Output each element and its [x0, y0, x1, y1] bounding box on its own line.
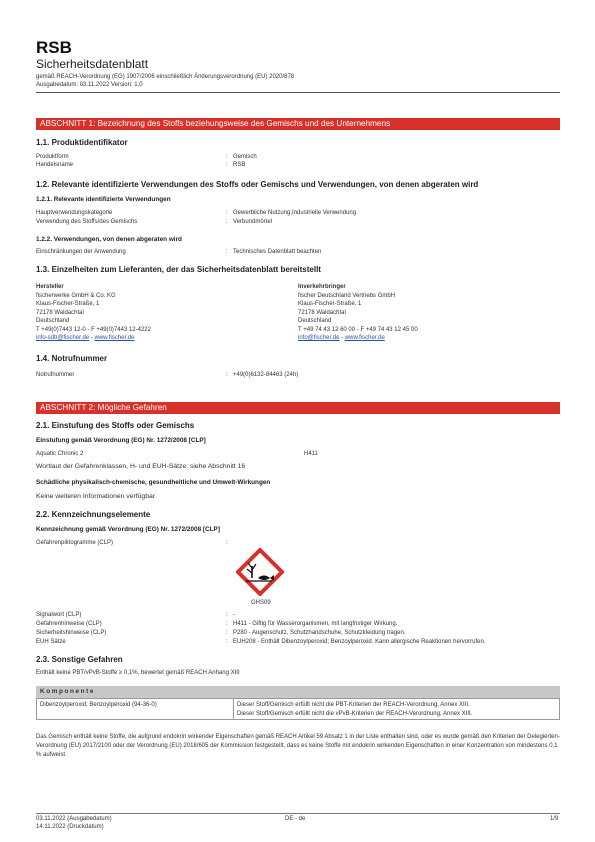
section-2-bar: ABSCHNITT 2: Mögliche Gefahren	[36, 402, 560, 414]
row-value: -	[233, 612, 235, 618]
component-vpvb: Dieser Stoff/Gemisch erfüllt nicht die vPvB-Kriterien der REACH-Verordnung, Annex XIII.	[237, 711, 473, 717]
pictogram-code: GHS09	[251, 600, 271, 606]
manufacturer-line: Deutschland	[36, 318, 70, 324]
heading-2-2: 2.2. Kennzeichnungselemente	[36, 510, 151, 519]
manufacturer-web-link[interactable]: www.fischer.de	[94, 335, 135, 341]
row-label: Verwendung des Stoffs/des Gemischs	[36, 219, 138, 225]
importer-block: Inverkehrbringer fischer Deutschland Vertriebs GmbH Klaus-Fischer-Straße, 1 72178 Waldachtal Deutschland T +49 74 43 12 60 00 - F +49 74 43 12 45 00 info@fischer.de - www.fischer.de	[298, 284, 418, 341]
row-label: Gefahrenhinweise (CLP)	[36, 621, 102, 627]
component-name: Dibenzoylperoxid; Benzoylperoxid (94-36-0)	[40, 702, 157, 708]
importer-line: 72178 Waldachtal	[298, 309, 346, 316]
full-text-note: Wortlaut der Gefahrenklassen, H- und EUH-Sätze: siehe Abschnitt 16	[36, 463, 246, 470]
classification-name: Aquatic Chronic 2	[36, 451, 84, 457]
footer-divider	[36, 813, 560, 814]
row-label: Handelsname	[36, 162, 74, 168]
manufacturer-line: 72178 Waldachtal	[36, 309, 84, 316]
importer-line: Deutschland	[298, 318, 332, 324]
endocrine-text: Das Gemisch enthält keine Stoffe, die aufgrund endokrin wirkender Eigenschaften gemäß REACH Artikel 59 Absatz 1 in der Liste enthalten sind, oder es wurde gemäß den Kriterien der Delegierten-Verordnung (EU) 2017/2100 oder der Verordnung (EU) 2018/605 der Kommission festgestellt, dass es keine Stoffe mit endokrin wirkenden Eigenschaften in einer Konzentration von mindestens 0,1 % aufweist.	[36, 734, 560, 758]
row-label: Hauptverwendungskategorie	[36, 210, 113, 216]
header-divider	[36, 92, 560, 93]
ghs09-environment-icon	[236, 548, 284, 596]
row-label: Produktform	[36, 154, 69, 160]
row-value: Gemisch	[233, 154, 257, 160]
row-value: +49(0)6132-84463 (24h)	[233, 372, 299, 378]
clp-label-heading: Kennzeichnung gemäß Verordnung (EG) Nr. 1272/2008 [CLP]	[36, 526, 220, 533]
row-value: Gewerbliche Nutzung,Industrielle Verwendung	[233, 210, 357, 216]
row-value: Technisches Datenblatt beachten	[233, 249, 322, 255]
row-label: Signalwort (CLP)	[36, 612, 82, 618]
manufacturer-line: Klaus-Fischer-Straße, 1	[36, 301, 100, 307]
row-label: Sicherheitshinweise (CLP)	[36, 630, 107, 636]
importer-email-link[interactable]: info@fischer.de	[298, 335, 340, 341]
importer-line: Klaus-Fischer-Straße, 1	[298, 301, 362, 307]
component-pbt: Dieser Stoff/Gemisch erfüllt nicht die PBT-Kriterien der REACH-Verordnung, Annex XIII.	[237, 702, 470, 708]
row-value: EUH208 - Enthält Dibenzoylperoxid; Benzoylperoxid. Kann allergische Reaktionen hervorrufen.	[233, 639, 486, 645]
clp-classification-heading: Einstufung gemäß Verordnung (EG) Nr. 1272/2008 [CLP]	[36, 437, 206, 444]
effects-text: Keine weiteren Informationen verfügbar	[36, 493, 156, 500]
importer-heading: Inverkehrbringer	[298, 284, 346, 290]
footer-issue-date: 03.11.2022 (Ausgabedatum)	[36, 816, 112, 822]
issue-line: Ausgabedatum: 03.11.2022 Version: 1.0	[36, 82, 143, 88]
manufacturer-heading: Hersteller	[36, 284, 64, 290]
row-label: EUH Sätze	[36, 639, 66, 645]
row-value: P280 - Augenschutz, Schutzhandschuhe, Schutzkleidung tragen.	[233, 630, 406, 636]
classification-code: H411	[304, 451, 318, 457]
heading-1-2-2: 1.2.2. Verwendungen, von denen abgeraten wird	[36, 236, 182, 243]
heading-1-1: 1.1. Produktidentifikator	[36, 138, 128, 147]
footer-page-number: 1/9	[550, 816, 559, 822]
importer-line: fischer Deutschland Vertriebs GmbH	[298, 292, 396, 299]
row-label: Notrufnummer	[36, 372, 75, 378]
heading-1-3: 1.3. Einzelheiten zum Lieferanten, der das Sicherheitsdatenblatt bereitstellt	[36, 265, 321, 274]
component-table-row	[36, 698, 560, 720]
heading-1-2-1: 1.2.1. Relevante identifizierte Verwendungen	[36, 196, 171, 203]
row-label: Einschränkungen der Anwendung	[36, 249, 126, 255]
row-value: Verbundmörtel	[233, 219, 273, 225]
manufacturer-email-link[interactable]: info-sdb@fischer.de	[36, 335, 90, 341]
heading-2-1: 2.1. Einstufung des Stoffs oder Gemischs	[36, 421, 195, 430]
heading-1-2: 1.2. Relevante identifizierte Verwendungen des Stoffs oder Gemischs und Verwendungen, von denen abgeraten wird	[36, 180, 479, 189]
row-value: H411 - Giftig für Wasserorganismen, mit langfristiger Wirkung.	[233, 621, 398, 627]
component-table-head: Komponente	[36, 686, 560, 698]
pbt-line: Enthält keine PBT/vPvB-Stoffe ≥ 0,1%, bewertet gemäß REACH Anhang XIII	[36, 670, 240, 676]
section-1-bar: ABSCHNITT 1: Bezeichnung des Stoffs beziehungsweise des Gemischs und des Unternehmens	[36, 118, 560, 130]
manufacturer-line: fischerwerke GmbH & Co. KG	[36, 292, 116, 299]
manufacturer-line: T +49(0)7443 12-0 - F +49(0)7443 12-4222	[36, 326, 151, 333]
footer-language: DE - de	[285, 816, 306, 822]
document-title: RSB	[36, 38, 72, 57]
effects-heading: Schädliche physikalisch-chemische, gesundheitliche und Umwelt-Wirkungen	[36, 479, 271, 486]
row-value: RSB	[233, 162, 246, 168]
heading-2-3: 2.3. Sonstige Gefahren	[36, 655, 123, 664]
importer-line: T +49 74 43 12 60 00 - F +49 74 43 12 45 00	[298, 326, 418, 333]
row-label: Gefahrenpiktogramme (CLP)	[36, 540, 114, 546]
footer-print-date: 14.11.2022 (Druckdatum)	[36, 824, 104, 830]
document-subtitle: Sicherheitsdatenblatt	[36, 57, 149, 71]
importer-web-link[interactable]: www.fischer.de	[344, 335, 385, 341]
heading-1-4: 1.4. Notrufnummer	[36, 354, 108, 363]
manufacturer-block: Hersteller fischerwerke GmbH & Co. KG Klaus-Fischer-Straße, 1 72178 Waldachtal Deutschland T +49(0)7443 12-0 - F +49(0)7443 12-4222 info-sdb@fischer.de - www.fischer.de	[36, 284, 151, 341]
regulation-line: gemäß REACH-Verordnung (EG) 1907/2006 einschließlich Änderungsverordnung (EU) 2020/878	[36, 74, 295, 80]
